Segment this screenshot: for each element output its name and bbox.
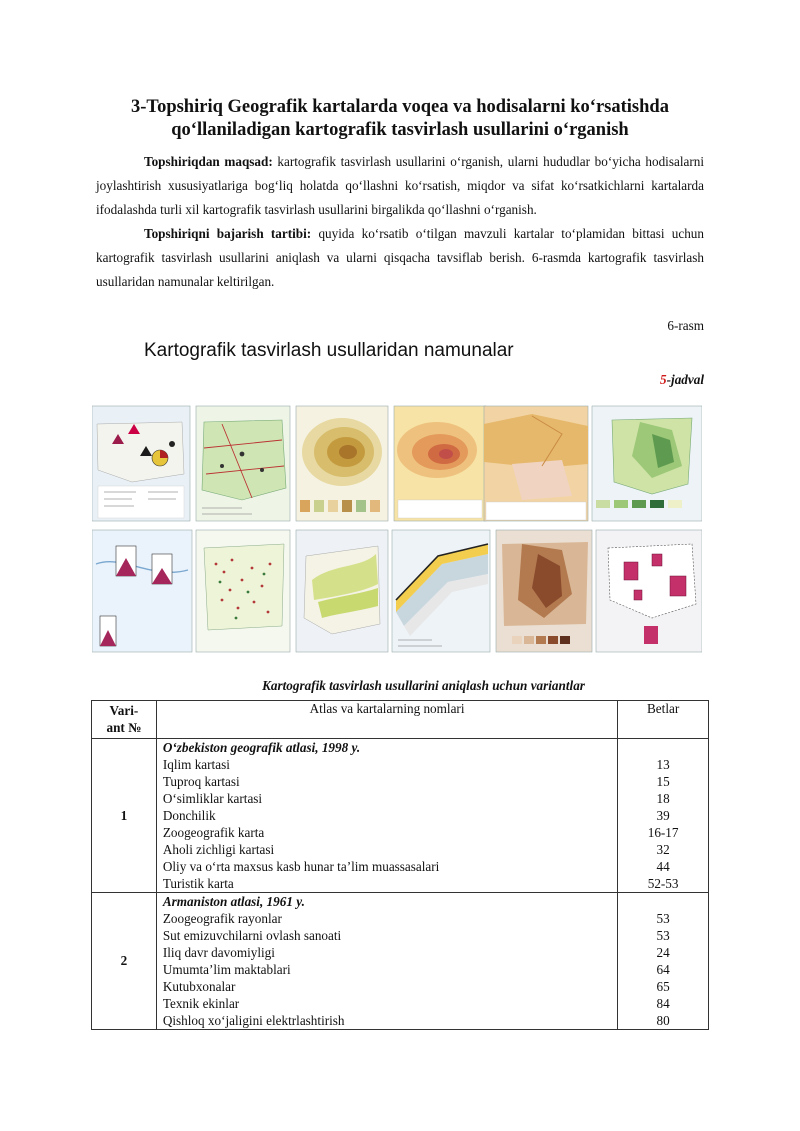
- header-variant: Vari- ant №: [92, 701, 157, 739]
- map-pages: 16-17: [647, 825, 679, 840]
- map-pages: 24: [656, 945, 670, 960]
- map-pages: 64: [656, 962, 670, 977]
- procedure-paragraph: [96, 222, 704, 294]
- map-pages: 18: [656, 791, 670, 806]
- table-reference: [660, 372, 704, 388]
- map-sample-8: [196, 530, 290, 652]
- map-sample-9: [296, 530, 388, 652]
- map-pages: 39: [656, 808, 670, 823]
- map-pages: 52-53: [647, 876, 679, 891]
- map-sample-6: [592, 406, 702, 521]
- map-pages: 32: [656, 842, 670, 857]
- atlas-name: O‘zbekiston geografik atlasi, 1998 y.: [162, 740, 361, 755]
- cartographic-methods-figure: [92, 404, 702, 654]
- map-pages: 44: [656, 859, 670, 874]
- map-name: Sut emizuvchilarni ovlash sanoati: [162, 928, 342, 943]
- title-line-2: qo‘llaniladigan kartografik tasvirlash usullarini o‘rganish: [171, 120, 629, 140]
- purpose-text: kartografik tasvirlash usullarini o‘rganish, ularni hududlar bo‘yicha hodisalarni joylashtirish xususiyatlariga bog‘liq holatda qo‘llashni ko‘rsatish, miqdor va sifat ko‘rsatkichlarni kartalarda ifodalashda turli xil kartografik tasvirlash usullarini birgalikda qo‘llashni o‘rganish.: [96, 154, 704, 217]
- map-pages: 80: [656, 1013, 670, 1028]
- map-pages: 53: [656, 928, 670, 943]
- procedure-label: Topshiriqni bajarish tartibi:: [144, 226, 312, 241]
- table-row: [92, 893, 709, 1030]
- variant-pages: [618, 893, 709, 1030]
- map-name: Kutubxonalar: [162, 979, 236, 994]
- map-pages: 15: [656, 774, 670, 789]
- variant-number: 1: [92, 739, 157, 893]
- map-name: Umumta’lim maktablari: [162, 962, 291, 977]
- map-name: Zoogeografik rayonlar: [162, 911, 282, 926]
- map-name: Iqlim kartasi: [162, 757, 230, 772]
- figure-number: 6-rasm: [667, 318, 704, 333]
- table-row: [92, 739, 709, 893]
- map-name: Donchilik: [162, 808, 216, 823]
- header-pages: Betlar: [618, 701, 709, 739]
- table-ref-number: 5: [660, 372, 667, 387]
- page-title: [60, 96, 740, 142]
- map-sample-10: [392, 530, 490, 652]
- table-ref-suffix: -jadval: [666, 372, 704, 387]
- figure-title: Kartografik tasvirlash usullaridan namunalar: [144, 340, 514, 361]
- table-header-row: [92, 701, 709, 739]
- map-name: Qishloq xo‘jaligini elektrlashtirish: [162, 1013, 345, 1028]
- map-name: Aholi zichligi kartasi: [162, 842, 275, 857]
- map-sample-5: [484, 406, 588, 521]
- procedure-text: quyida ko‘rsatib o‘tilgan mavzuli kartalar to‘plamidan bittasi uchun kartografik tasvirlash usullarini aniqlash va ularni qisqacha tavsiflab berish. 6-rasmda kartografik tasvirlash usullaridan namunalar keltirilgan.: [96, 226, 704, 289]
- map-pages: 65: [656, 979, 670, 994]
- map-sample-7: [92, 530, 192, 652]
- map-name: Tuproq kartasi: [162, 774, 240, 789]
- map-sample-11: [496, 530, 592, 652]
- map-name: Turistik karta: [162, 876, 234, 891]
- variants-table: [91, 700, 709, 1030]
- atlas-name: Armaniston atlasi, 1961 y.: [162, 894, 305, 909]
- map-name: Zoogeografik karta: [162, 825, 265, 840]
- variant-number: 2: [92, 893, 157, 1030]
- purpose-label: Topshiriqdan maqsad:: [144, 154, 273, 169]
- title-line-1: 3-Topshiriq Geografik kartalarda voqea va hodisalarni ko‘rsatishda: [131, 97, 669, 117]
- map-name: Texnik ekinlar: [162, 996, 240, 1011]
- map-sample-3: [296, 406, 388, 521]
- map-pages: 53: [656, 911, 670, 926]
- table-caption: Kartografik tasvirlash usullarini aniqlash uchun variantlar: [262, 678, 585, 693]
- variant-pages: [618, 739, 709, 893]
- variant-maps: [156, 739, 617, 893]
- map-pages: 84: [656, 996, 670, 1011]
- map-name: Oliy va o‘rta maxsus kasb hunar ta’lim muassasalari: [162, 859, 440, 874]
- map-sample-1: [92, 406, 190, 521]
- map-sample-4: [394, 406, 486, 521]
- map-sample-2: [196, 406, 290, 521]
- header-atlas: Atlas va kartalarning nomlari: [156, 701, 617, 739]
- purpose-paragraph: [96, 150, 704, 222]
- map-sample-12: [596, 530, 702, 652]
- map-name: Iliq davr davomiyligi: [162, 945, 275, 960]
- map-pages: 13: [656, 757, 670, 772]
- map-name: O‘simliklar kartasi: [162, 791, 263, 806]
- variant-maps: [156, 893, 617, 1030]
